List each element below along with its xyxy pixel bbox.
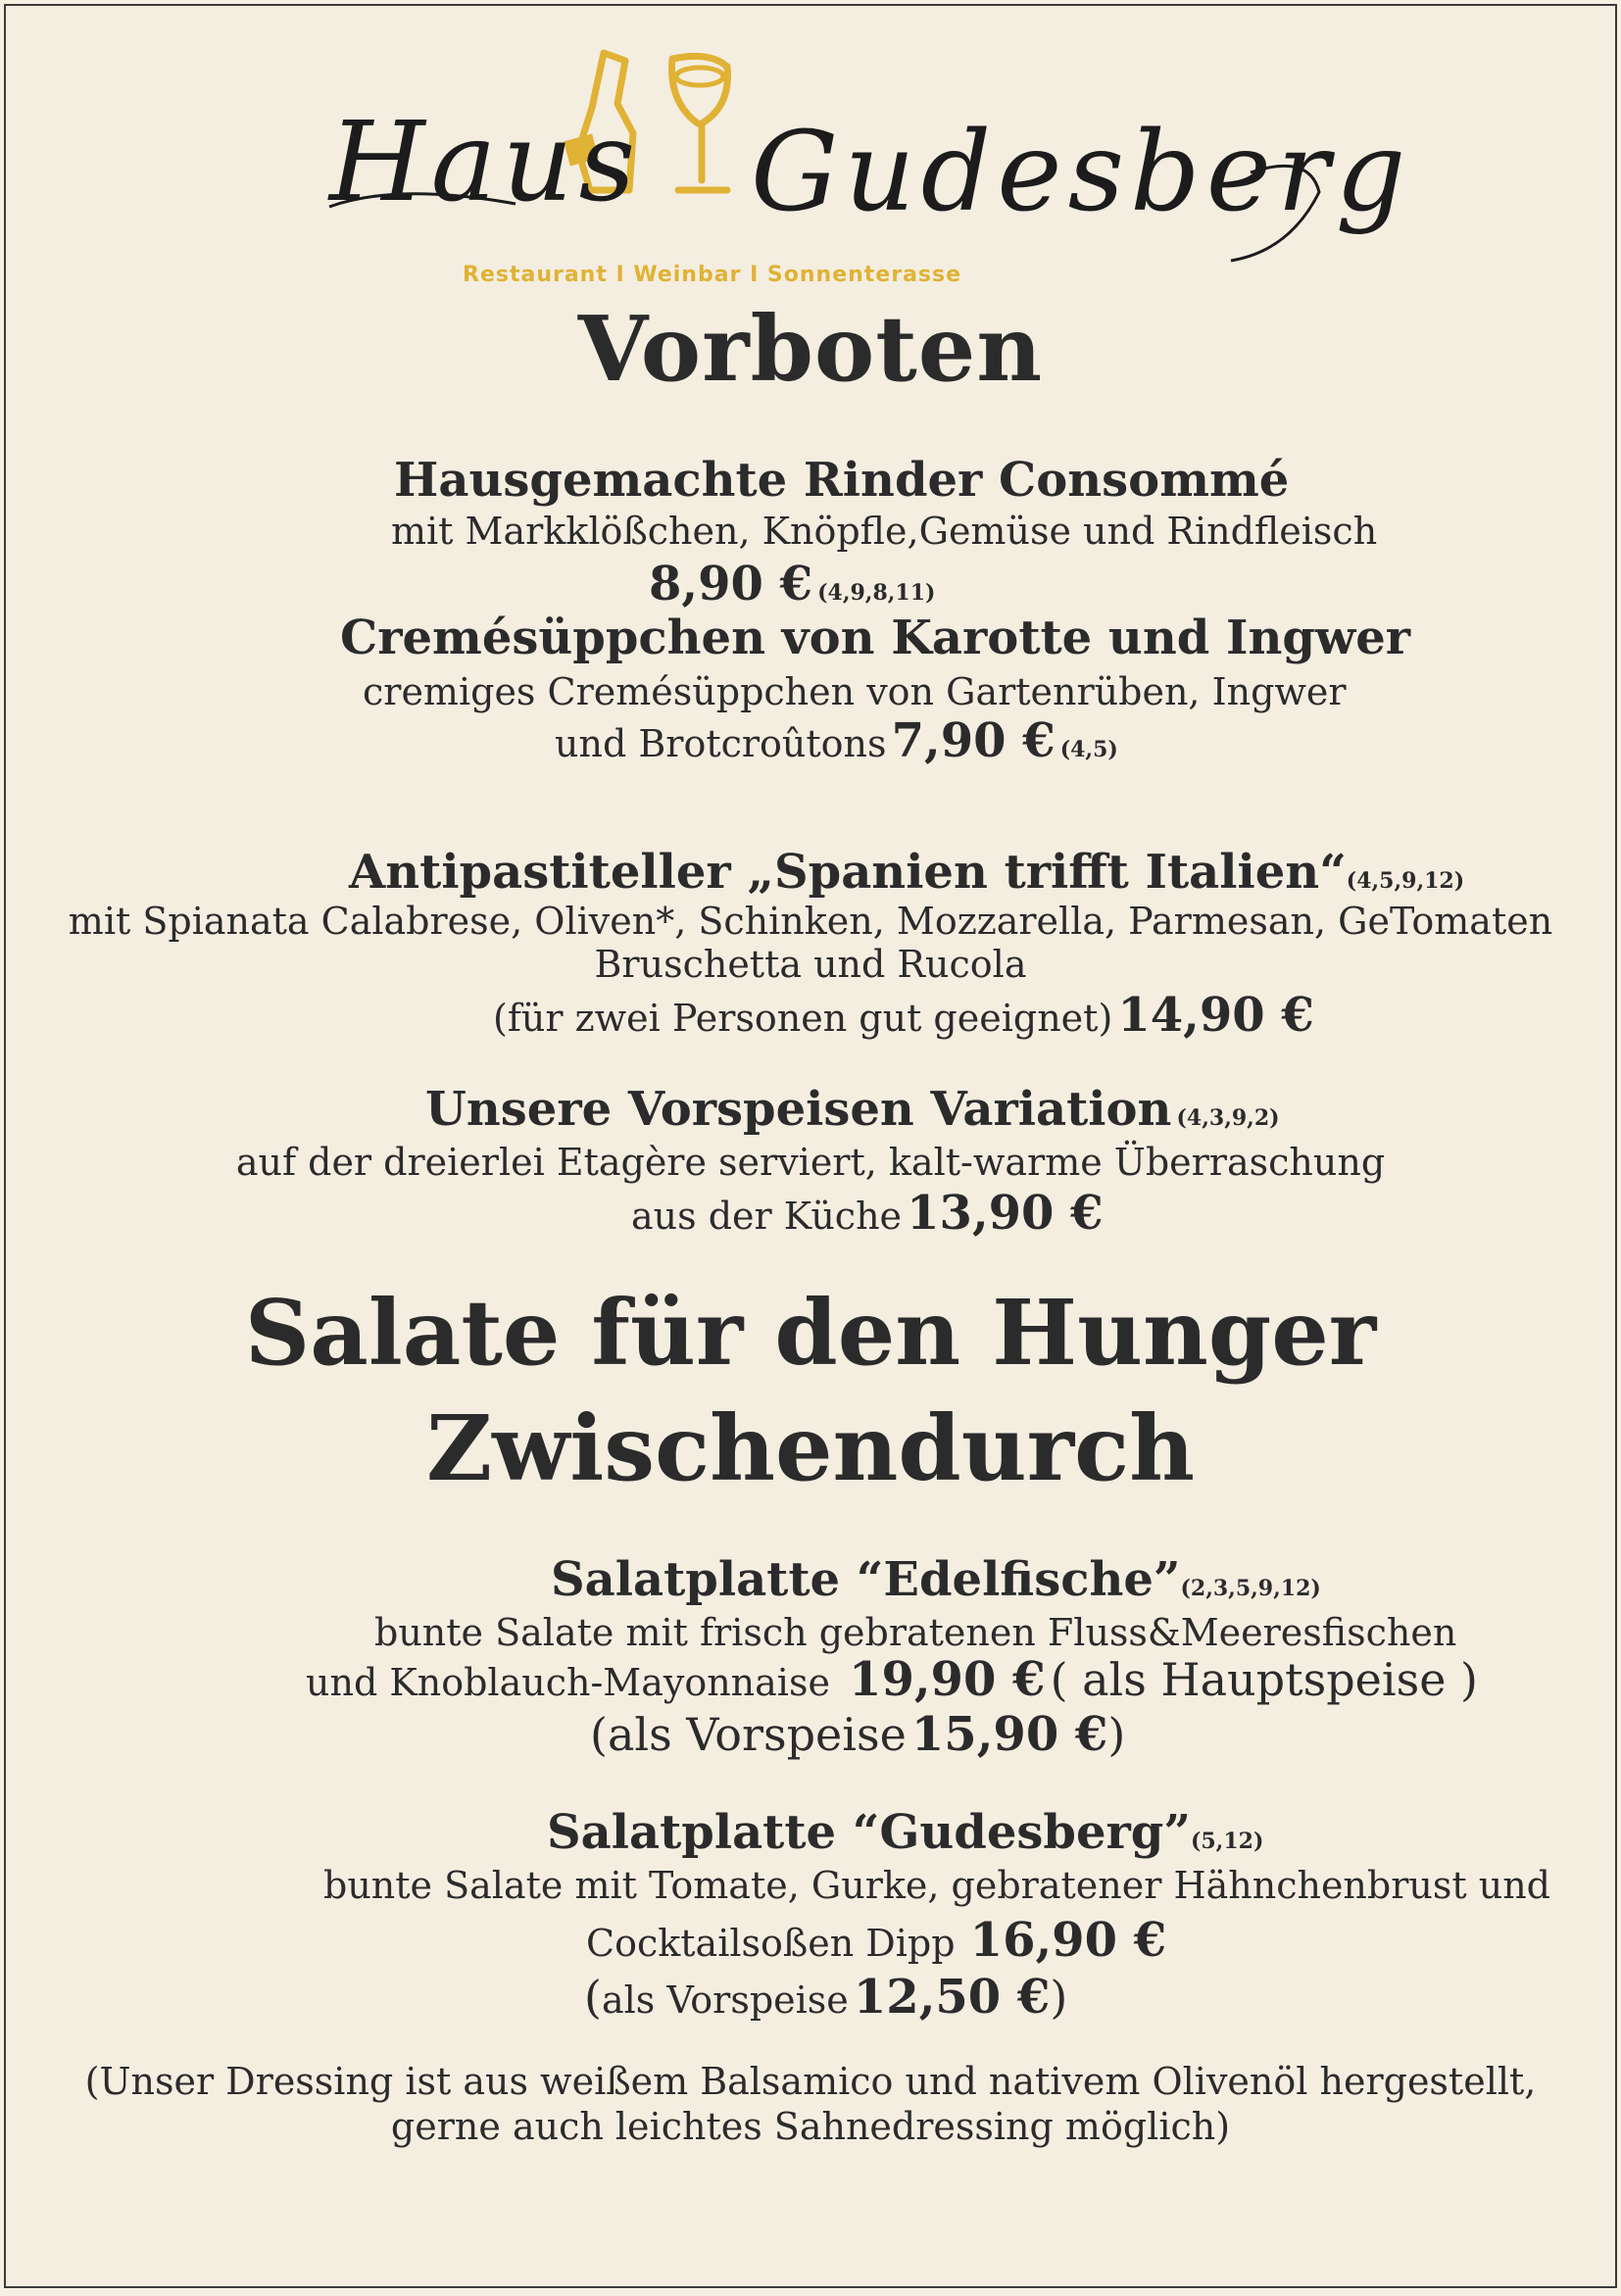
starter-price: 15,90 € (910, 1707, 1108, 1762)
menu-page (4, 4, 1617, 2288)
allergen-codes: (2,3,5,9,12) (1180, 1576, 1321, 1601)
dish-description: cremiges Cremésüppchen von Gartenrüben, Ingwer (363, 670, 1347, 713)
dish-description: bunte Salate mit frisch gebratenen Fluss&Meeresfischen (374, 1611, 1457, 1654)
starter-price-line (590, 1707, 1125, 1762)
main-course-note: ( als Hauptspeise ) (1050, 1653, 1478, 1706)
dish-name-line (425, 1082, 1280, 1137)
dish-price-line (586, 1913, 1166, 1968)
dish-price: 8,90 € (649, 557, 813, 611)
starter-price: 12,50 € (853, 1970, 1051, 2025)
section-title-vorboten: Vorboten (577, 296, 1044, 402)
dish-price-line (493, 988, 1314, 1043)
dish-name-line (551, 1552, 1321, 1607)
dish-name: Cremésüppchen von Karotte und Ingwer (340, 611, 1411, 665)
logo-flourish (319, 153, 1358, 270)
dish-price: 14,90 € (1117, 988, 1314, 1043)
dish-price: 19,90 € (849, 1652, 1046, 1707)
dish-name: Hausgemachte Rinder Consommé (394, 453, 1290, 508)
dish-name: Unsere Vorspeisen Variation (425, 1082, 1172, 1137)
dish-price: 7,90 € (891, 713, 1056, 768)
allergen-codes: (5,12) (1190, 1829, 1264, 1854)
starter-label: als Vorspeise (601, 1978, 849, 2022)
dish-description: und Brotcroûtons (555, 722, 887, 765)
allergen-codes: (4,3,9,2) (1176, 1105, 1280, 1131)
allergen-codes: (4,9,8,11) (817, 580, 936, 606)
dish-description: aus der Küche (631, 1195, 903, 1238)
starter-label: (als Vorspeise (590, 1708, 907, 1761)
starter-close: ) (1050, 1971, 1068, 2024)
dressing-footnote-line2: gerne auch leichtes Sahnedressing möglich) (390, 2105, 1231, 2148)
dish-name: Salatplatte “Edelfische” (551, 1552, 1181, 1607)
allergen-codes: (4,5) (1059, 737, 1118, 762)
starter-price-line (584, 1970, 1067, 2025)
dish-price: 16,90 € (969, 1913, 1167, 1968)
allergen-codes: (4,5,9,12) (1346, 868, 1465, 894)
dish-description: (für zwei Personen gut geeignet) (493, 997, 1113, 1040)
dish-description: auf der dreierlei Etagère serviert, kalt-warme Überraschung (235, 1141, 1386, 1184)
dish-description: bunte Salate mit Tomate, Gurke, gebratener Hähnchenbrust und (323, 1864, 1550, 1907)
dish-description: Cocktailsoßen Dipp (586, 1922, 956, 1965)
logo-name-part1: Haus (329, 99, 642, 226)
dish-name: Antipastiteller „Spanien trifft Italien“ (349, 845, 1347, 900)
dish-price-line (555, 713, 1118, 768)
dish-description: Bruschetta und Rucola (594, 943, 1027, 986)
dish-name-line (547, 1805, 1263, 1860)
section-title-salate-line2: Zwischendurch (425, 1395, 1196, 1501)
dish-name: Salatplatte “Gudesberg” (547, 1805, 1191, 1860)
starter-close: ) (1107, 1708, 1126, 1761)
dish-description: mit Spianata Calabrese, Oliven*, Schinken, Mozzarella, Parmesan, GeTomaten (68, 900, 1553, 943)
dish-price: 13,90 € (907, 1186, 1104, 1241)
dish-price-line (306, 1652, 1478, 1707)
dressing-footnote-line1: (Unser Dressing ist aus weißem Balsamico und nativem Olivenöl hergestellt, (84, 2060, 1537, 2103)
section-title-salate-line1: Salate für den Hunger (244, 1280, 1377, 1386)
logo-name-part2: Gudesberg (751, 109, 1412, 236)
dish-description: mit Markklößchen, Knöpfle,Gemüse und Rindfleisch (391, 510, 1378, 553)
starter-open: ( (584, 1971, 602, 2024)
dish-price-line (631, 1186, 1104, 1241)
dish-price-line (649, 557, 935, 611)
dish-name-line (349, 845, 1464, 900)
dish-description: und Knoblauch-Mayonnaise (306, 1661, 830, 1704)
logo-tagline: Restaurant I Weinbar I Sonnenterasse (463, 263, 962, 287)
